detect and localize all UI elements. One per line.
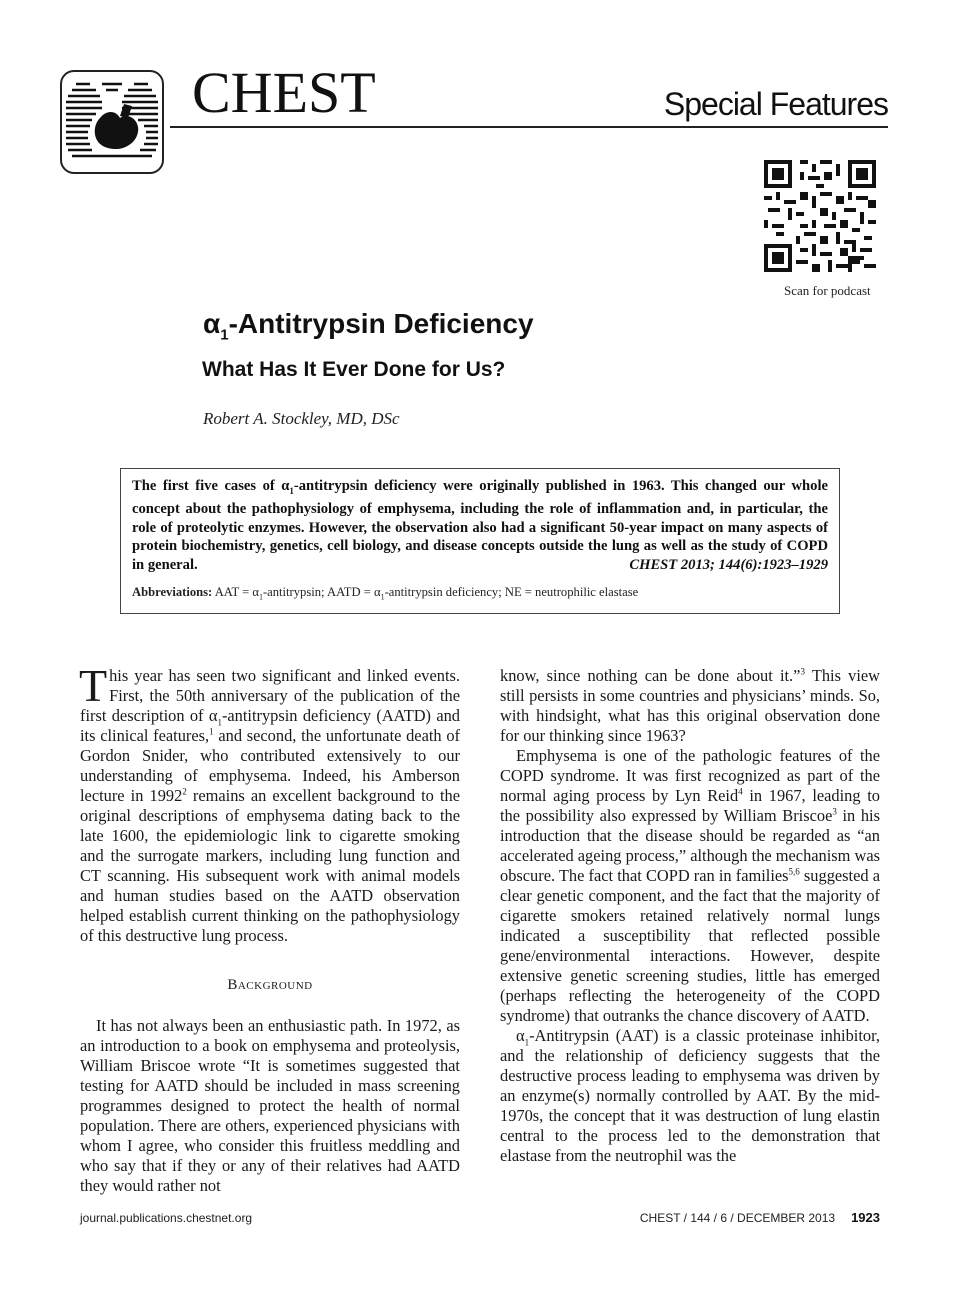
p3-text-c: in his introduction that the disease should be regarded as “an accelerated ageing process,” although the mechanism was obscure. The fact that COPD ran in families <box>500 806 881 885</box>
p1-text-c: and second, the unfortunate death of Gordon Snider, who contributed extensively to our understanding of emphysema. Indeed, his Amberson lecture in 1992 <box>80 726 460 805</box>
abstract-text-b: -antitrypsin deficiency were originally published in 1963. This changed our whole concept about the pathophysiology of emphysema, including the role of inflammation and, in particular, the role of proteolytic enzymes. However, the observation also had a significant 50-year impact on many aspects of protein biochemistry, genetics, cell biology, and disease concepts outside the lung as well as the study of COPD in general. <box>132 478 828 573</box>
footer-url[interactable]: journal.publications.chestnet.org <box>80 1211 253 1225</box>
p4-alpha: α <box>516 1026 525 1045</box>
p1-text-a: his year has seen two significant and linked events. First, the 50th anniversary of the publication of the first description of α <box>80 666 460 725</box>
p2-cont-b: This view still persists in some countries and physicians’ minds. So, with hindsight, what has this original observation done for our thinking since 1963? <box>500 666 880 745</box>
p3-text-a: Emphysema is one of the pathologic features of the COPD syndrome. It was first recognized as part of the normal aging process by Lyn Reid <box>500 746 880 805</box>
journal-name: CHEST <box>192 60 376 125</box>
p1-subscript: 1 <box>217 717 222 728</box>
abbreviations-label: Abbreviations: <box>132 584 213 599</box>
title-subscript: 1 <box>220 326 229 344</box>
author-name: Robert A. Stockley, MD, DSc <box>203 409 400 428</box>
p4-text: -Antitrypsin (AAT) is a classic proteinase inhibitor, and the relationship of deficiency suggests that the destructive process leading to emphysema was driven by an enzyme(s) normally controlled by AAT. By the mid-1970s, the concept that it was destruction of lung elastin central to the process led to the demonstration that elastase from the neutrophil was the <box>500 1026 880 1165</box>
reference-3[interactable]: 3 <box>800 666 805 677</box>
paragraph-emphysema <box>500 746 880 1026</box>
body-column-left <box>79 660 460 1196</box>
footer-issue <box>640 1210 880 1225</box>
qr-code[interactable] <box>764 160 876 272</box>
p1-text-d: remains an excellent background to the original descriptions of emphysema dating back to the late 1600, the epidemiologic link to cigarette smoking and the surrogate markers, including lung function and CT scanning. His subsequent work with animal models and human studies based on the AATD observation helped establish current thinking on the pathophysiology of this destructive lung process. <box>80 786 460 945</box>
qr-caption: Scan for podcast <box>784 283 871 298</box>
qr-code-icon <box>764 160 876 272</box>
article-subtitle: What Has It Ever Done for Us? <box>202 358 506 381</box>
journal-logo <box>60 70 164 174</box>
paragraph-aat <box>500 1026 880 1166</box>
reference-2[interactable]: 2 <box>182 786 187 797</box>
abstract-citation: CHEST 2013; 144(6):1923–1929 <box>629 556 828 573</box>
p4-subscript: 1 <box>524 1037 530 1048</box>
reference-3b[interactable]: 3 <box>832 806 837 817</box>
abbrev-part-3: -antitrypsin deficiency; NE = neutrophilic elastase <box>384 584 639 599</box>
title-alpha: α <box>203 308 221 339</box>
paragraph-intro <box>79 660 460 946</box>
p3-text-d: suggested a clear genetic component, and the fact that the majority of cigarette smokers retained relatively normal lungs indicated a susceptibility that reflected possible gene/environmental interactions. However, despite extensive genetic screening studies, little has emerged (perhaps reflecting the heterogeneity of the COPD syndrome) that outranks the chance discovery of AATD. <box>500 866 880 1025</box>
footer-issue-text: CHEST / 144 / 6 / DECEMBER 2013 <box>639 1211 836 1225</box>
abstract-subscript: 1 <box>289 485 294 496</box>
drop-cap: T <box>79 660 108 711</box>
article-title <box>203 308 534 344</box>
reference-1[interactable]: 1 <box>209 726 214 737</box>
abbreviations <box>132 585 828 602</box>
reference-5-6[interactable]: 5,6 <box>788 866 800 877</box>
abbrev-sub-2: 1 <box>380 592 385 602</box>
header-rule <box>170 126 888 128</box>
section-label: Special Features <box>663 86 888 122</box>
abbrev-part-1: AAT = α <box>212 584 259 599</box>
p1-text-b: -antitrypsin deficiency (AATD) and its clinical features, <box>80 706 460 745</box>
abbrev-sub-1: 1 <box>258 592 263 602</box>
p3-text-b: in 1967, leading to the possibility also expressed by William Briscoe <box>500 786 880 825</box>
title-text: -Antitrypsin Deficiency <box>228 308 534 339</box>
abstract-box <box>120 468 840 614</box>
body-column-right <box>500 666 880 1166</box>
p2-cont-a: know, since nothing can be done about it.” <box>500 666 801 685</box>
paragraph-briscoe-continued <box>500 666 880 746</box>
abstract-text-a: The first five cases of α <box>132 478 290 494</box>
page-number: 1923 <box>851 1210 880 1225</box>
paragraph-briscoe: It has not always been an enthusiastic path. In 1972, as an introduction to a book on emphysema and proteolysis, William Briscoe wrote “It is sometimes suggested that testing for AATD should be included in mass screening programmes designed to protect the health of normal population. There are others, experienced physicians with whom I agree, who consider this fruitless meddling and who say that if they or any of their relatives had AATD they would rather not <box>80 1016 460 1195</box>
section-heading-background: Background <box>227 977 313 993</box>
lungs-heart-logo-icon <box>62 72 162 172</box>
abstract-text <box>132 477 828 574</box>
abbrev-part-2: -antitrypsin; AATD = α <box>262 584 381 599</box>
reference-4[interactable]: 4 <box>738 786 743 797</box>
